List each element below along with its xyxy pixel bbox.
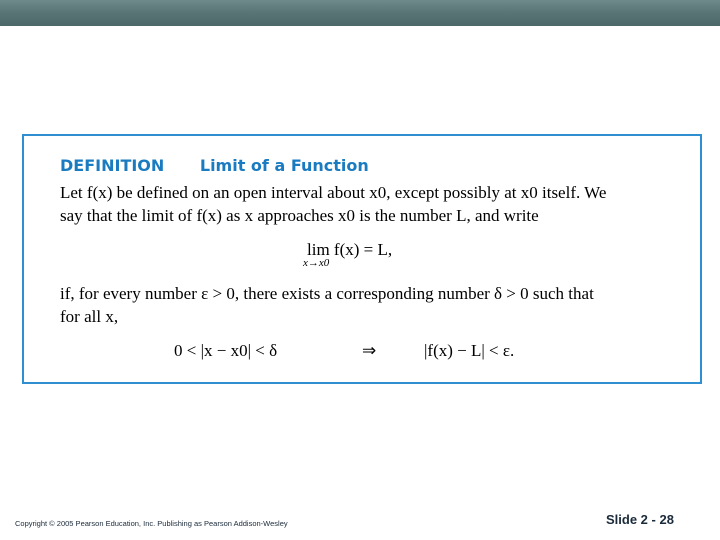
definition-paragraph-2: [60, 282, 690, 328]
definition-label: DEFINITION: [60, 156, 165, 175]
definition-header: [60, 156, 369, 175]
implies-symbol: ⇒: [362, 341, 377, 360]
definition-title: Limit of a Function: [199, 156, 369, 175]
limit-expression: [303, 240, 393, 269]
top-banner: [0, 0, 720, 26]
slide-number: Slide 2 - 28: [606, 512, 674, 527]
delta-inequality: 0 < |x − x0| < δ: [174, 341, 278, 360]
para2-line1: if, for every number ε > 0, there exists a corresponding number δ > 0 such that: [60, 284, 594, 303]
definition-paragraph-1: [60, 181, 690, 227]
epsilon-inequality: |f(x) − L| < ε.: [424, 341, 515, 360]
limit-formula: lim f(x) = L,: [307, 240, 393, 259]
para2-line2: for all x,: [60, 307, 119, 326]
limit-subscript: x→x0: [303, 257, 330, 269]
para1-line1: Let f(x) be defined on an open interval about x0, except possibly at x0 itself. We: [60, 183, 607, 202]
definition-box: [22, 134, 702, 384]
copyright-notice: Copyright © 2005 Pearson Education, Inc. Publishing as Pearson Addison-Wesley: [15, 519, 288, 528]
para1-line2: say that the limit of f(x) as x approaches x0 is the number L, and write: [60, 206, 539, 225]
